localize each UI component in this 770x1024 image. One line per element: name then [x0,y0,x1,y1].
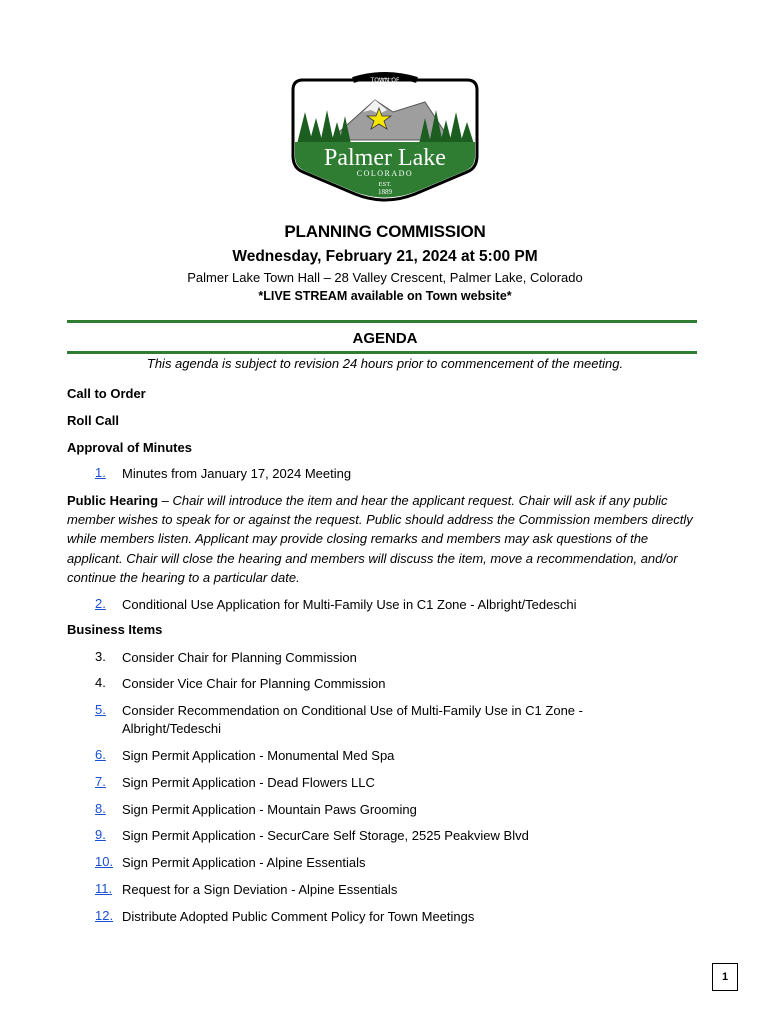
agenda-item [95,747,632,765]
agenda-item [95,675,632,693]
logo-name: Palmer Lake [324,145,446,171]
top-divider [67,320,697,323]
item-number-link[interactable]: 8. [95,801,106,816]
agenda-item [95,774,632,792]
item-number-link[interactable]: 5. [95,702,106,717]
hearing-dash: – [158,493,173,508]
meeting-location: Palmer Lake Town Hall – 28 Valley Crescent, Palmer Lake, Colorado [187,270,583,285]
item-number-link[interactable]: 10. [95,854,114,869]
section-approval-of-minutes: Approval of Minutes [67,440,192,455]
item-text: Minutes from January 17, 2024 Meeting [122,466,352,481]
live-stream-note: *LIVE STREAM available on Town website* [258,289,512,303]
section-call-to-order: Call to Order [67,386,146,401]
item-text: Consider Recommendation on Conditional Use of Multi-Family Use in C1 Zone - Albright/Tedeschi [122,703,583,736]
logo-year: 1889 [378,188,392,196]
agenda-item [95,649,632,667]
item-text: Sign Permit Application - Mountain Paws Grooming [122,802,417,817]
agenda-item [95,465,632,483]
item-number-link[interactable]: 7. [95,774,106,789]
page-number: 1 [712,963,738,991]
item-text: Consider Chair for Planning Commission [122,650,357,665]
item-text: Conditional Use Application for Multi-Family Use in C1 Zone - Albright/Tedeschi [122,597,577,612]
agenda-item [95,854,632,872]
item-number-link[interactable]: 11. [95,881,113,896]
agenda-item [95,596,632,614]
item-number-link[interactable]: 1. [95,465,106,480]
item-text: Sign Permit Application - Alpine Essentials [122,855,366,870]
page-title: PLANNING COMMISSION [284,222,486,241]
palmer-lake-logo [275,72,495,212]
item-number-link[interactable]: 12. [95,908,114,923]
section-business-items: Business Items [67,622,163,637]
agenda-item [95,801,632,819]
agenda-item [95,702,632,738]
agenda-item [95,908,632,926]
item-text: Distribute Adopted Public Comment Policy for Town Meetings [122,909,475,924]
agenda-heading: AGENDA [352,330,418,347]
item-number: 4. [95,675,106,690]
item-text: Sign Permit Application - SecurCare Self Storage, 2525 Peakview Blvd [122,828,529,843]
item-number: 3. [95,649,106,664]
item-number-link[interactable]: 9. [95,827,106,842]
item-number-link[interactable]: 6. [95,747,106,762]
item-number-link[interactable]: 2. [95,596,106,611]
section-public-hearing: Public Hearing [67,493,159,508]
meeting-date: Wednesday, February 21, 2024 at 5:00 PM [232,248,538,265]
item-text: Request for a Sign Deviation - Alpine Essentials [122,882,398,897]
agenda-disclaimer: This agenda is subject to revision 24 hours prior to commencement of the meeting. [146,356,624,371]
item-text: Sign Permit Application - Monumental Med Spa [122,748,395,763]
bottom-divider [67,351,697,354]
logo-arc-text: TOWN OF [370,77,400,84]
logo-state: COLORADO [356,169,414,178]
public-hearing-paragraph [67,491,707,587]
logo-est: EST. [378,181,392,188]
agenda-item [95,881,632,899]
public-hearing-description: Chair will introduce the item and hear the applicant request. Chair will ask if any public member wishes to speak for or against the request. Public should address the Commission members directly while members listen. Applicant may provide closing remarks and members may ask questions of the applicant. Chair will close the hearing and members will discuss the item, move a recommendation, and/or continue the hearing to a particular date. [67,493,693,585]
agenda-item [95,827,632,845]
section-roll-call: Roll Call [67,413,120,428]
item-text: Sign Permit Application - Dead Flowers LLC [122,775,375,790]
item-text: Consider Vice Chair for Planning Commission [122,676,386,691]
